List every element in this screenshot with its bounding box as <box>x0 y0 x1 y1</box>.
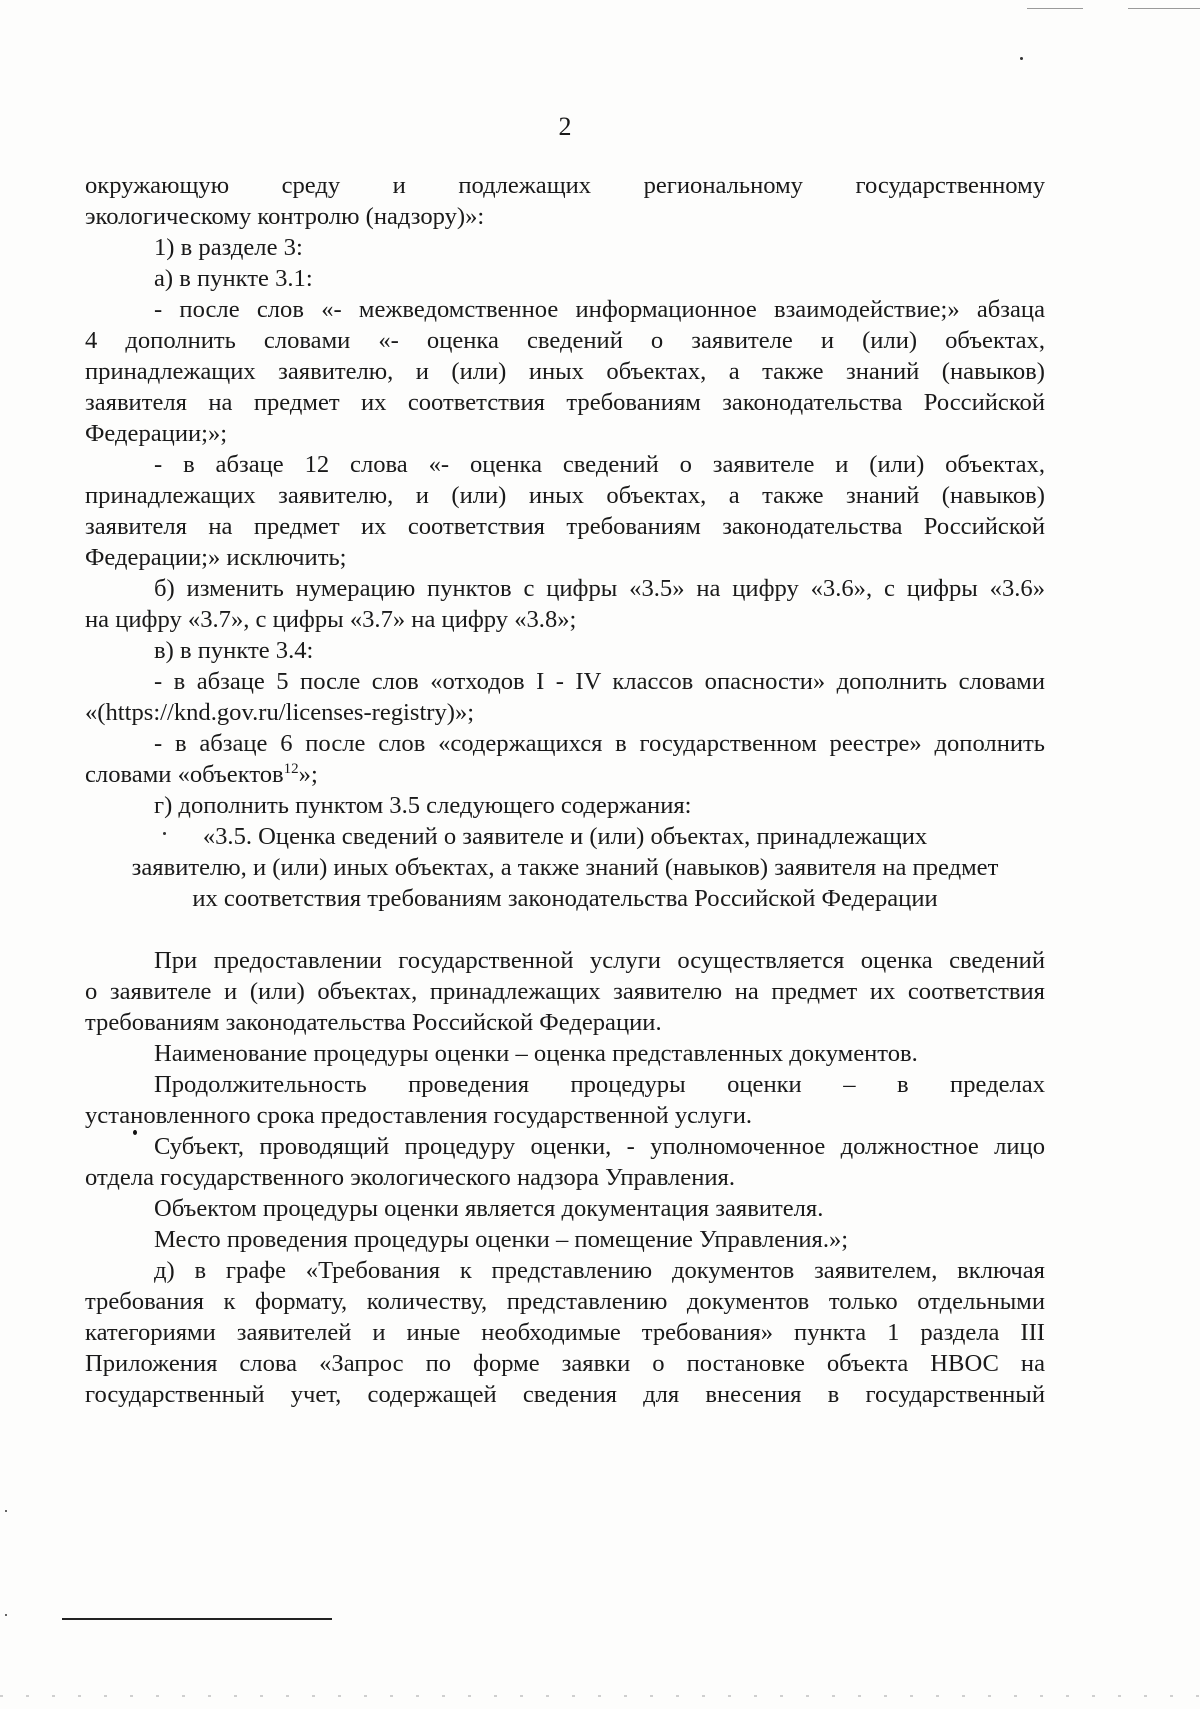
text-line: Место проведения процедуры оценки – помещение Управления.»; <box>154 1226 849 1253</box>
text-line: Федерации;»; <box>85 420 228 447</box>
text-line: - в абзаце 12 слова «- оценка сведений о заявителе и (или) объектах, <box>154 451 1045 478</box>
text-line: о заявителе и (или) объектах, принадлежащих заявителю на предмет их соответствия <box>85 978 1045 1005</box>
spacer <box>85 914 1045 945</box>
scan-speck <box>5 1614 7 1616</box>
text-line: б) изменить нумерацию пунктов с цифры «3.5» на цифру «3.6», с цифры «3.6» <box>154 575 1045 602</box>
url-text: «(https://knd.gov.ru/licenses-registry)»; <box>85 699 475 726</box>
text-line: принадлежащих заявителю, и (или) иных объектах, а также знаний (навыков) <box>85 482 1045 509</box>
text-line: Наименование процедуры оценки – оценка представленных документов. <box>154 1040 918 1067</box>
text-line: требования к формату, количеству, представлению документов только отдельными <box>85 1288 1045 1315</box>
document-body <box>85 170 1045 1410</box>
text-line: категориями заявителей и иные необходимые требования» пункта 1 раздела III <box>85 1319 1045 1346</box>
scan-speck <box>133 1130 137 1135</box>
text-line: - в абзаце 5 после слов «отходов I - IV классов опасности» дополнить словами <box>154 668 1045 695</box>
text-line: Объектом процедуры оценки является документация заявителя. <box>154 1195 824 1222</box>
text-line: При предоставлении государственной услуги осуществляется оценка сведений <box>154 947 1045 974</box>
scan-mark-top-2 <box>1128 8 1200 9</box>
text-line: Продолжительность проведения процедуры оценки – в пределах <box>154 1071 1045 1098</box>
text-line <box>85 759 1045 790</box>
text-line: государственный учет, содержащей сведения для внесения в государственный <box>85 1381 1045 1408</box>
scan-mark-top-1 <box>1027 8 1083 9</box>
scan-speck <box>1020 57 1023 60</box>
text-line: окружающую среду и подлежащих региональному государственному <box>85 172 1045 199</box>
text-line: д) в графе «Требования к представлению документов заявителем, включая <box>154 1257 1045 1284</box>
text-line: на цифру «3.7», с цифры «3.7» на цифру «3.8»; <box>85 606 577 633</box>
page-number: 2 <box>558 112 572 141</box>
text-line: требованиям законодательства Российской Федерации. <box>85 1009 662 1036</box>
section-heading <box>85 821 1045 914</box>
list-item: в) в пункте 3.4: <box>154 637 314 664</box>
heading-line: их соответствия требованиям законодательства Российской Федерации <box>192 885 938 912</box>
text-line: отдела государственного экологического надзора Управления. <box>85 1164 735 1191</box>
text-line: - после слов «- межведомственное информационное взаимодействие;» абзаца <box>154 296 1045 323</box>
footnote-separator <box>62 1618 332 1620</box>
list-item: г) дополнить пунктом 3.5 следующего содержания: <box>154 792 692 819</box>
heading-line: заявителю, и (или) иных объектах, а также знаний (навыков) заявителя на предмет <box>131 854 999 881</box>
scan-speck <box>163 832 166 835</box>
text-fragment: словами «объектов <box>85 761 284 788</box>
scan-edge-noise <box>0 1695 1200 1697</box>
text-line: Субъект, проводящий процедуру оценки, - уполномоченное должностное лицо <box>154 1133 1045 1160</box>
text-line: принадлежащих заявителю, и (или) иных объектах, а также знаний (навыков) <box>85 358 1045 385</box>
text-fragment: »; <box>298 761 318 788</box>
heading-line: «3.5. Оценка сведений о заявителе и (или) объектах, принадлежащих <box>202 823 928 850</box>
list-item: а) в пункте 3.1: <box>154 265 313 292</box>
list-item: 1) в разделе 3: <box>154 234 303 261</box>
text-line: установленного срока предоставления государственной услуги. <box>85 1102 753 1129</box>
text-line: заявителя на предмет их соответствия требованиям законодательства Российской <box>85 513 1045 540</box>
text-line: Федерации;» исключить; <box>85 544 347 571</box>
text-line: заявителя на предмет их соответствия требованиям законодательства Российской <box>85 389 1045 416</box>
text-line: 4 дополнить словами «- оценка сведений о заявителе и (или) объектах, <box>85 327 1045 354</box>
scan-speck <box>5 1510 7 1512</box>
text-line: Приложения слова «Запрос по форме заявки о постановке объекта НВОС на <box>85 1350 1045 1377</box>
text-line: экологическому контролю (надзору)»: <box>85 203 485 230</box>
text-line: - в абзаце 6 после слов «содержащихся в государственном реестре» дополнить <box>154 730 1045 757</box>
footnote-ref: 12 <box>283 760 299 777</box>
